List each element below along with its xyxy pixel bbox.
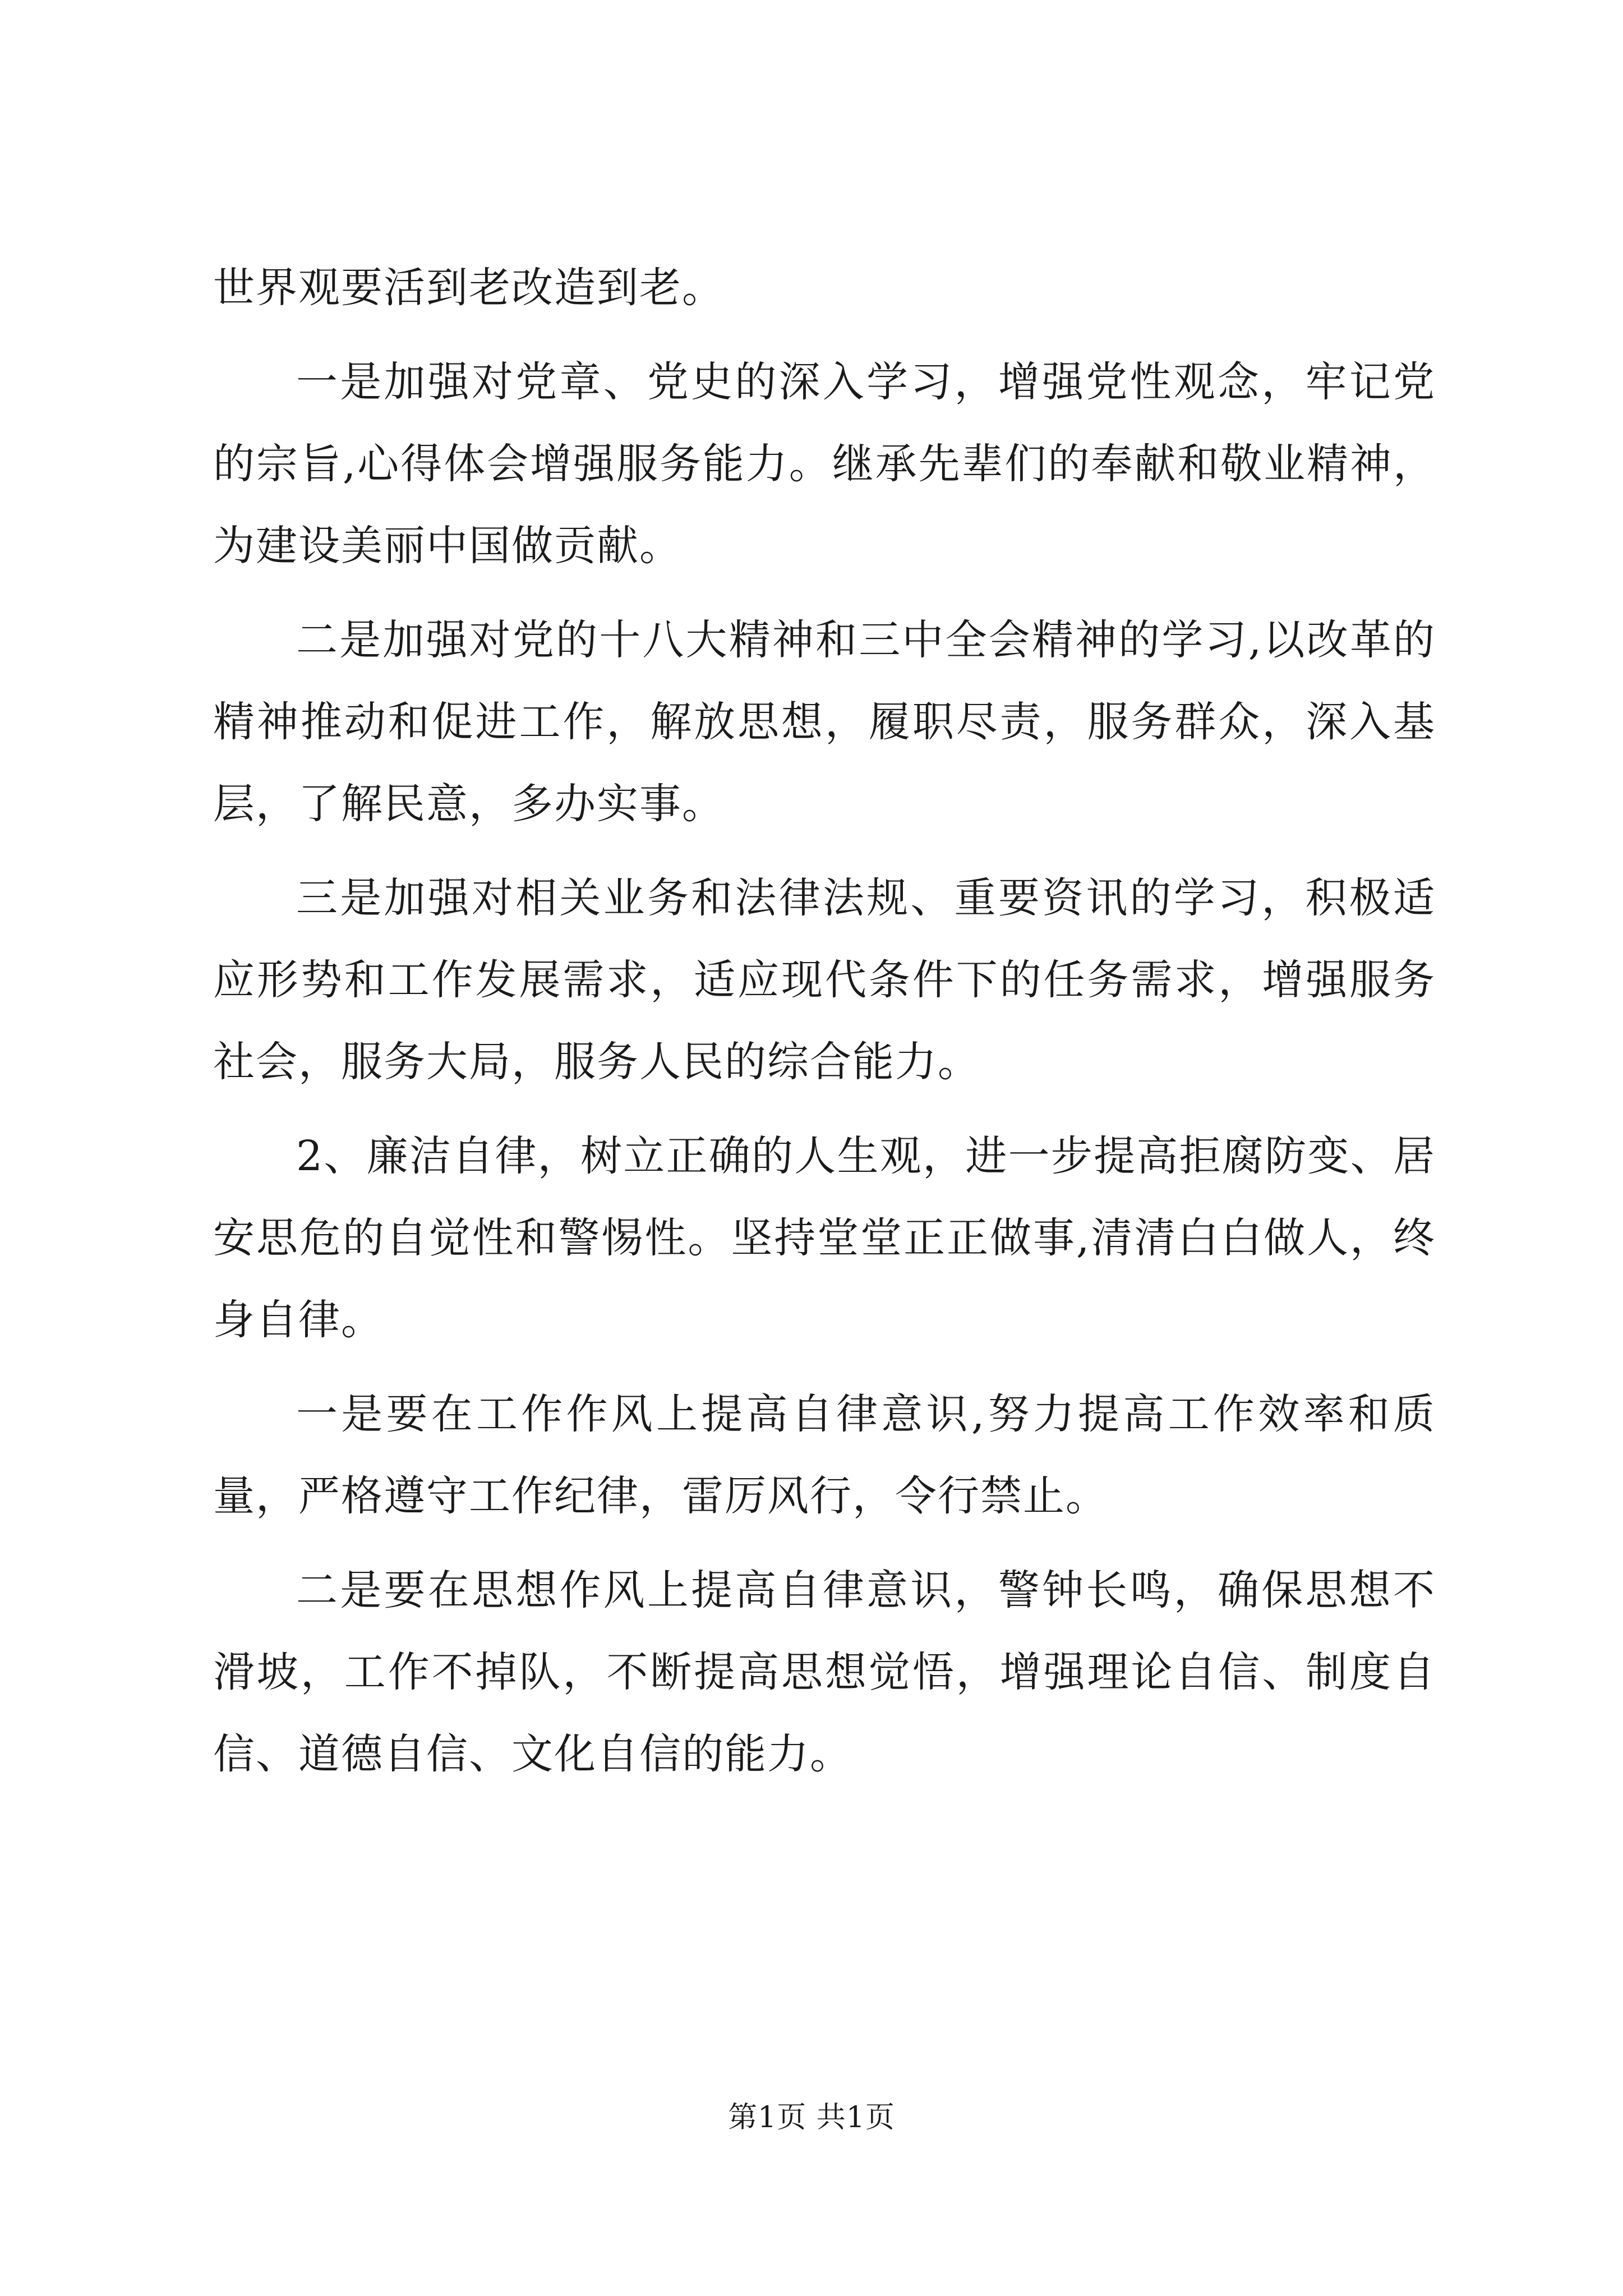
paragraph-work-style: 一是要在工作作风上提高自律意识,努力提高工作效率和质量，严格遵守工作纪律，雷厉风行，令行禁止。 [213,1390,1436,1520]
paragraph-continuation: 世界观要活到老改造到老。 [213,264,725,312]
page-footer: 第1页 共1页 [728,2101,895,2134]
paragraph-self-discipline: 2、廉洁自律，树立正确的人生观，进一步提高拒腐防变、居安思危的自觉性和警惕性。坚持堂堂正正做事,清清白白做人，终身自律。 [213,1132,1436,1344]
document-body [213,247,1436,1807]
paragraph-congress-spirit-study: 二是加强对党的十八大精神和三中全会精神的学习,以改革的精神推动和促进工作，解放思想，履职尽责，服务群众，深入基层，了解民意，多办实事。 [213,616,1436,828]
paragraph-party-history-study: 一是加强对党章、党史的深入学习，增强党性观念，牢记党的宗旨,心得体会增强服务能力。继承先辈们的奉献和敬业精神，为建设美丽中国做贡献。 [213,358,1436,570]
paragraph-thought-style: 二是要在思想作风上提高自律意识，警钟长鸣，确保思想不滑坡，工作不掉队，不断提高思想觉悟，增强理论自信、制度自信、道德自信、文化自信的能力。 [213,1566,1436,1778]
paragraph-business-law-study: 三是加强对相关业务和法律法规、重要资讯的学习，积极适应形势和工作发展需求，适应现代条件下的任务需求，增强服务社会，服务大局，服务人民的综合能力。 [213,874,1436,1086]
